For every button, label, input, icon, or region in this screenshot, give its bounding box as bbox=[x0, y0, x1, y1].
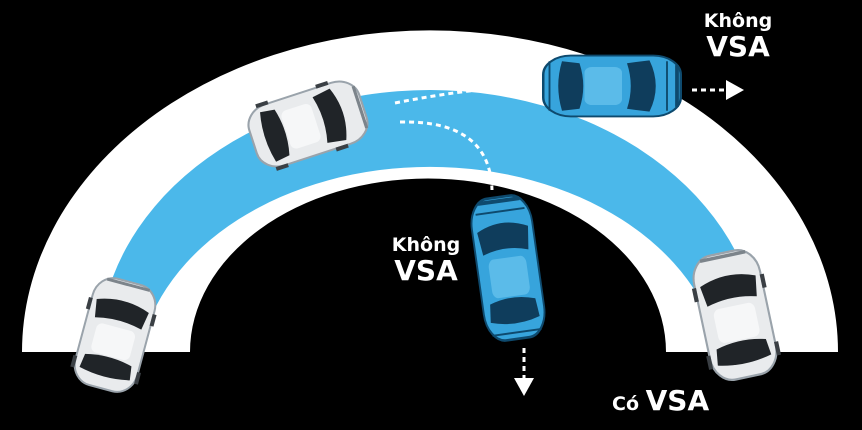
car-blue-icon bbox=[543, 56, 681, 117]
label-with-vsa bbox=[612, 386, 732, 415]
label-no-vsa-middle-line1: Không bbox=[391, 234, 461, 256]
label-no-vsa-middle-line2: VSA bbox=[394, 253, 458, 287]
label-no-vsa-top bbox=[690, 12, 786, 61]
label-with-vsa-main: VSA bbox=[645, 384, 710, 417]
label-no-vsa-middle bbox=[378, 236, 474, 285]
label-no-vsa-top-line1: Không bbox=[703, 10, 773, 32]
label-with-vsa-prefix: Có bbox=[612, 393, 646, 415]
label-no-vsa-top-line2: VSA bbox=[706, 29, 770, 63]
